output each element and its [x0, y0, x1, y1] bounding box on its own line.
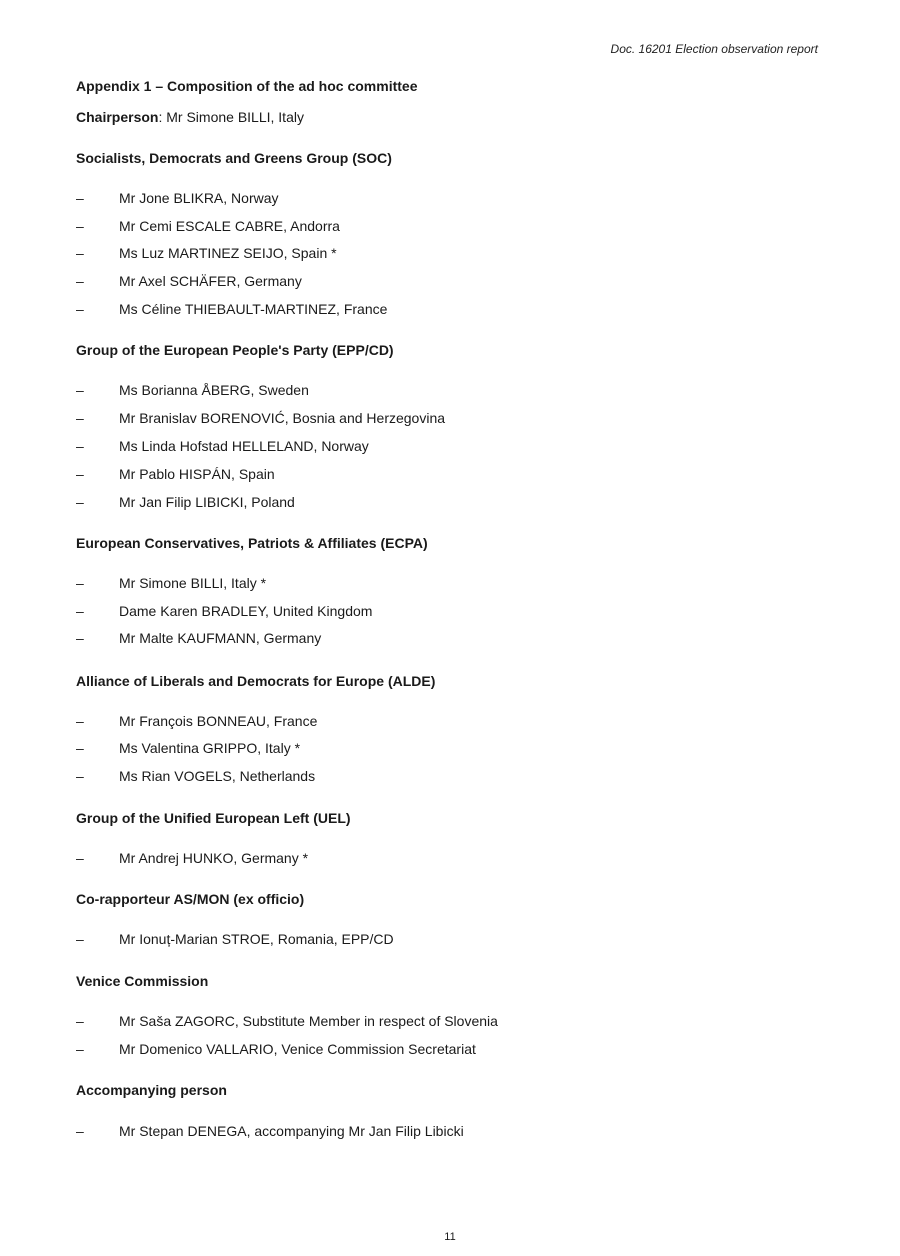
bullet-dash: –	[76, 1123, 84, 1139]
section-heading-ecpa: European Conservatives, Patriots & Affiliates (ECPA)	[76, 535, 428, 551]
list-item	[76, 1123, 464, 1139]
bullet-dash: –	[76, 768, 84, 784]
bullet-dash: –	[76, 190, 84, 206]
list-item	[76, 301, 387, 317]
member-name: Mr Jone BLIKRA, Norway	[119, 190, 279, 206]
list-item	[76, 603, 372, 619]
bullet-dash: –	[76, 494, 84, 510]
member-name: Dame Karen BRADLEY, United Kingdom	[119, 603, 373, 619]
list-item	[76, 1041, 476, 1057]
member-name: Mr Branislav BORENOVIĆ, Bosnia and Herzegovina	[119, 410, 446, 426]
list-item	[76, 438, 369, 454]
chairperson-line	[76, 109, 304, 125]
list-item	[76, 713, 317, 729]
list-item	[76, 740, 300, 756]
bullet-dash: –	[76, 410, 84, 426]
bullet-dash: –	[76, 1013, 84, 1029]
bullet-dash: –	[76, 245, 84, 261]
bullet-dash: –	[76, 438, 84, 454]
member-name: Ms Valentina GRIPPO, Italy *	[119, 740, 301, 756]
member-name: Mr François BONNEAU, France	[119, 713, 318, 729]
member-name: Mr Jan Filip LIBICKI, Poland	[119, 494, 295, 510]
section-heading-uel: Group of the Unified European Left (UEL)	[76, 810, 351, 826]
member-name: Ms Luz MARTINEZ SEIJO, Spain *	[119, 245, 337, 261]
list-item	[76, 410, 445, 426]
list-item	[76, 494, 295, 510]
member-name: Ms Rian VOGELS, Netherlands	[119, 768, 316, 784]
member-name: Mr Axel SCHÄFER, Germany	[119, 273, 302, 289]
list-item	[76, 218, 340, 234]
bullet-dash: –	[76, 740, 84, 756]
member-name: Mr Malte KAUFMANN, Germany	[119, 630, 322, 646]
page-number: 11	[444, 1231, 456, 1243]
member-name: Mr Pablo HISPÁN, Spain	[119, 466, 275, 482]
list-item	[76, 575, 266, 591]
list-item	[76, 768, 315, 784]
list-item	[76, 382, 309, 398]
bullet-dash: –	[76, 630, 84, 646]
list-item	[76, 931, 394, 947]
member-name: Mr Cemi ESCALE CABRE, Andorra	[119, 218, 340, 234]
list-item	[76, 273, 302, 289]
bullet-dash: –	[76, 301, 84, 317]
member-name: Mr Stepan DENEGA, accompanying Mr Jan Filip Libicki	[119, 1123, 464, 1139]
appendix-title: Appendix 1 – Composition of the ad hoc committee	[76, 78, 418, 94]
member-name: Mr Andrej HUNKO, Germany *	[119, 850, 309, 866]
member-name: Mr Domenico VALLARIO, Venice Commission Secretariat	[119, 1041, 476, 1057]
member-name: Mr Saša ZAGORC, Substitute Member in respect of Slovenia	[119, 1013, 498, 1029]
list-item	[76, 850, 308, 866]
bullet-dash: –	[76, 273, 84, 289]
bullet-dash: –	[76, 931, 84, 947]
member-name: Mr Simone BILLI, Italy *	[119, 575, 267, 591]
bullet-dash: –	[76, 466, 84, 482]
member-name: Mr Ionuț-Marian STROE, Romania, EPP/CD	[119, 931, 394, 947]
bullet-dash: –	[76, 713, 84, 729]
bullet-dash: –	[76, 218, 84, 234]
member-name: Ms Linda Hofstad HELLELAND, Norway	[119, 438, 369, 454]
section-heading-co-rapporteur: Co-rapporteur AS/MON (ex officio)	[76, 891, 305, 907]
list-item	[76, 630, 321, 646]
member-name: Ms Céline THIEBAULT-MARTINEZ, France	[119, 301, 388, 317]
document-reference: Doc. 16201 Election observation report	[610, 42, 818, 56]
bullet-dash: –	[76, 603, 84, 619]
bullet-dash: –	[76, 575, 84, 591]
section-heading-soc: Socialists, Democrats and Greens Group (SOC)	[76, 150, 392, 166]
list-item	[76, 190, 279, 206]
list-item	[76, 1013, 498, 1029]
list-item	[76, 466, 275, 482]
section-heading-venice-commission: Venice Commission	[76, 973, 209, 989]
member-name: Ms Borianna ÅBERG, Sweden	[119, 382, 309, 398]
bullet-dash: –	[76, 1041, 84, 1057]
chairperson-value: : Mr Simone BILLI, Italy	[158, 109, 304, 125]
section-heading-alde: Alliance of Liberals and Democrats for Europe (ALDE)	[76, 673, 436, 689]
section-heading-accompanying-person: Accompanying person	[76, 1082, 227, 1098]
bullet-dash: –	[76, 850, 84, 866]
chairperson-label: Chairperson	[76, 109, 159, 125]
section-heading-epp: Group of the European People's Party (EPP/CD)	[76, 342, 394, 358]
list-item	[76, 245, 337, 261]
bullet-dash: –	[76, 382, 84, 398]
